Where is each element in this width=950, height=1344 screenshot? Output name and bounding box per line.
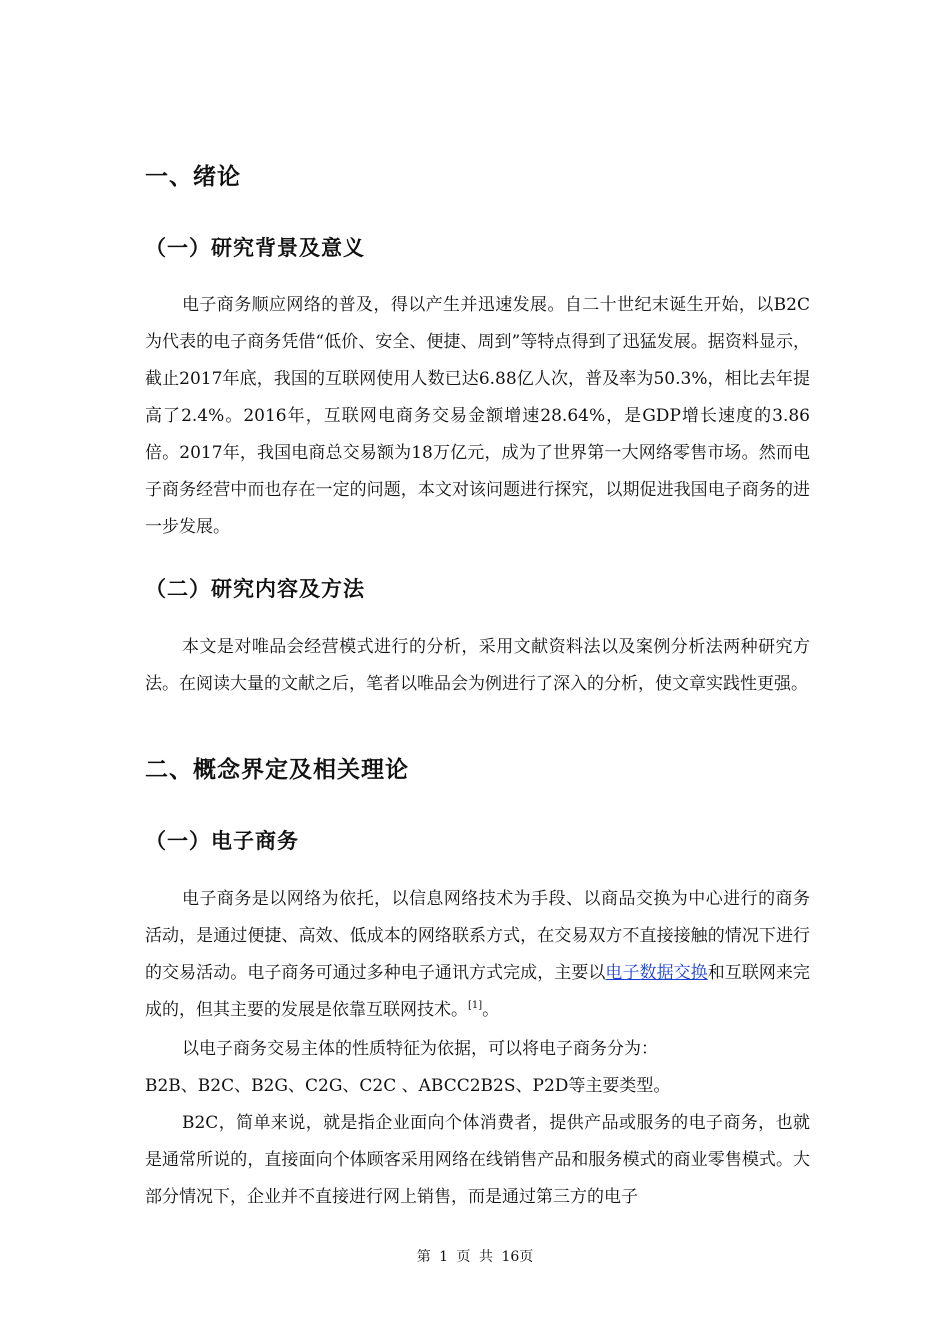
paragraph-text: 电子商务是以网络为依托，以信息网络技术为手段、以商品交换为中心进行的商务活动，是通过便捷、高效、低成本的网络联系方式，在交易双方不直接接触的情况下进行的交易活动。电子商务可通过多种电子通讯方式完成，主要以 <box>145 889 810 983</box>
citation-ref: [1] <box>468 1000 483 1011</box>
section-heading-concepts: 二、概念界定及相关理论 <box>145 757 409 783</box>
page-footer: 第 1 页 共 16页 <box>416 1249 534 1265</box>
paragraph-background: 电子商务顺应网络的普及，得以产生并迅速发展。自二十世纪末诞生开始，以B2C为代表的电子商务凭借“低价、安全、便捷、周到”等特点得到了迅猛发展。据资料显示，截止2017年底，我国的互联网使用人数已达6.88亿人次，普及率为50.3%，相比去年提高了2.4%。2016年，互联网电商务交易金额增速28.64%，是GDP增长速度的3.86倍。2017年，我国电商总交易额为18万亿元，成为了世界第一大网络零售市场。然而电子商务经营中而也存在一定的问题，本文对该问题进行探究，以期促进我国电子商务的进一步发展。 <box>145 295 810 537</box>
paragraph-types: B2B、B2C、B2G、C2G、C2C 、ABCC2B2S、P2D等主要类型。 <box>145 1076 671 1096</box>
subsection-heading-method: （二）研究内容及方法 <box>145 577 365 601</box>
section-heading-introduction: 一、绪论 <box>145 164 241 190</box>
paragraph-method: 本文是对唯品会经营模式进行的分析，采用文献资料法以及案例分析法两种研究方法。在阅读大量的文献之后，笔者以唯品会为例进行了深入的分析，使文章实践性更强。 <box>145 637 810 694</box>
edi-link[interactable]: 电子数据交换 <box>605 963 708 983</box>
paragraph-classification: 以电子商务交易主体的性质特征为依据，可以将电子商务分为： <box>182 1039 658 1059</box>
paragraph-ecommerce-definition <box>145 881 810 1029</box>
paragraph-text: 。 <box>482 1000 500 1020</box>
subsection-heading-ecommerce: （一）电子商务 <box>145 829 299 853</box>
subsection-heading-background: （一）研究背景及意义 <box>145 236 365 260</box>
paragraph-b2c: B2C，简单来说，就是指企业面向个体消费者，提供产品或服务的电子商务，也就是通常所说的，直接面向个体顾客采用网络在线销售产品和服务模式的商业零售模式。大部分情况下，企业并不直接进行网上销售，而是通过第三方的电子 <box>145 1113 810 1207</box>
paragraph-text: 和互联网来完成的，但其主要的发展是依靠互联网技术。 <box>145 963 811 1020</box>
